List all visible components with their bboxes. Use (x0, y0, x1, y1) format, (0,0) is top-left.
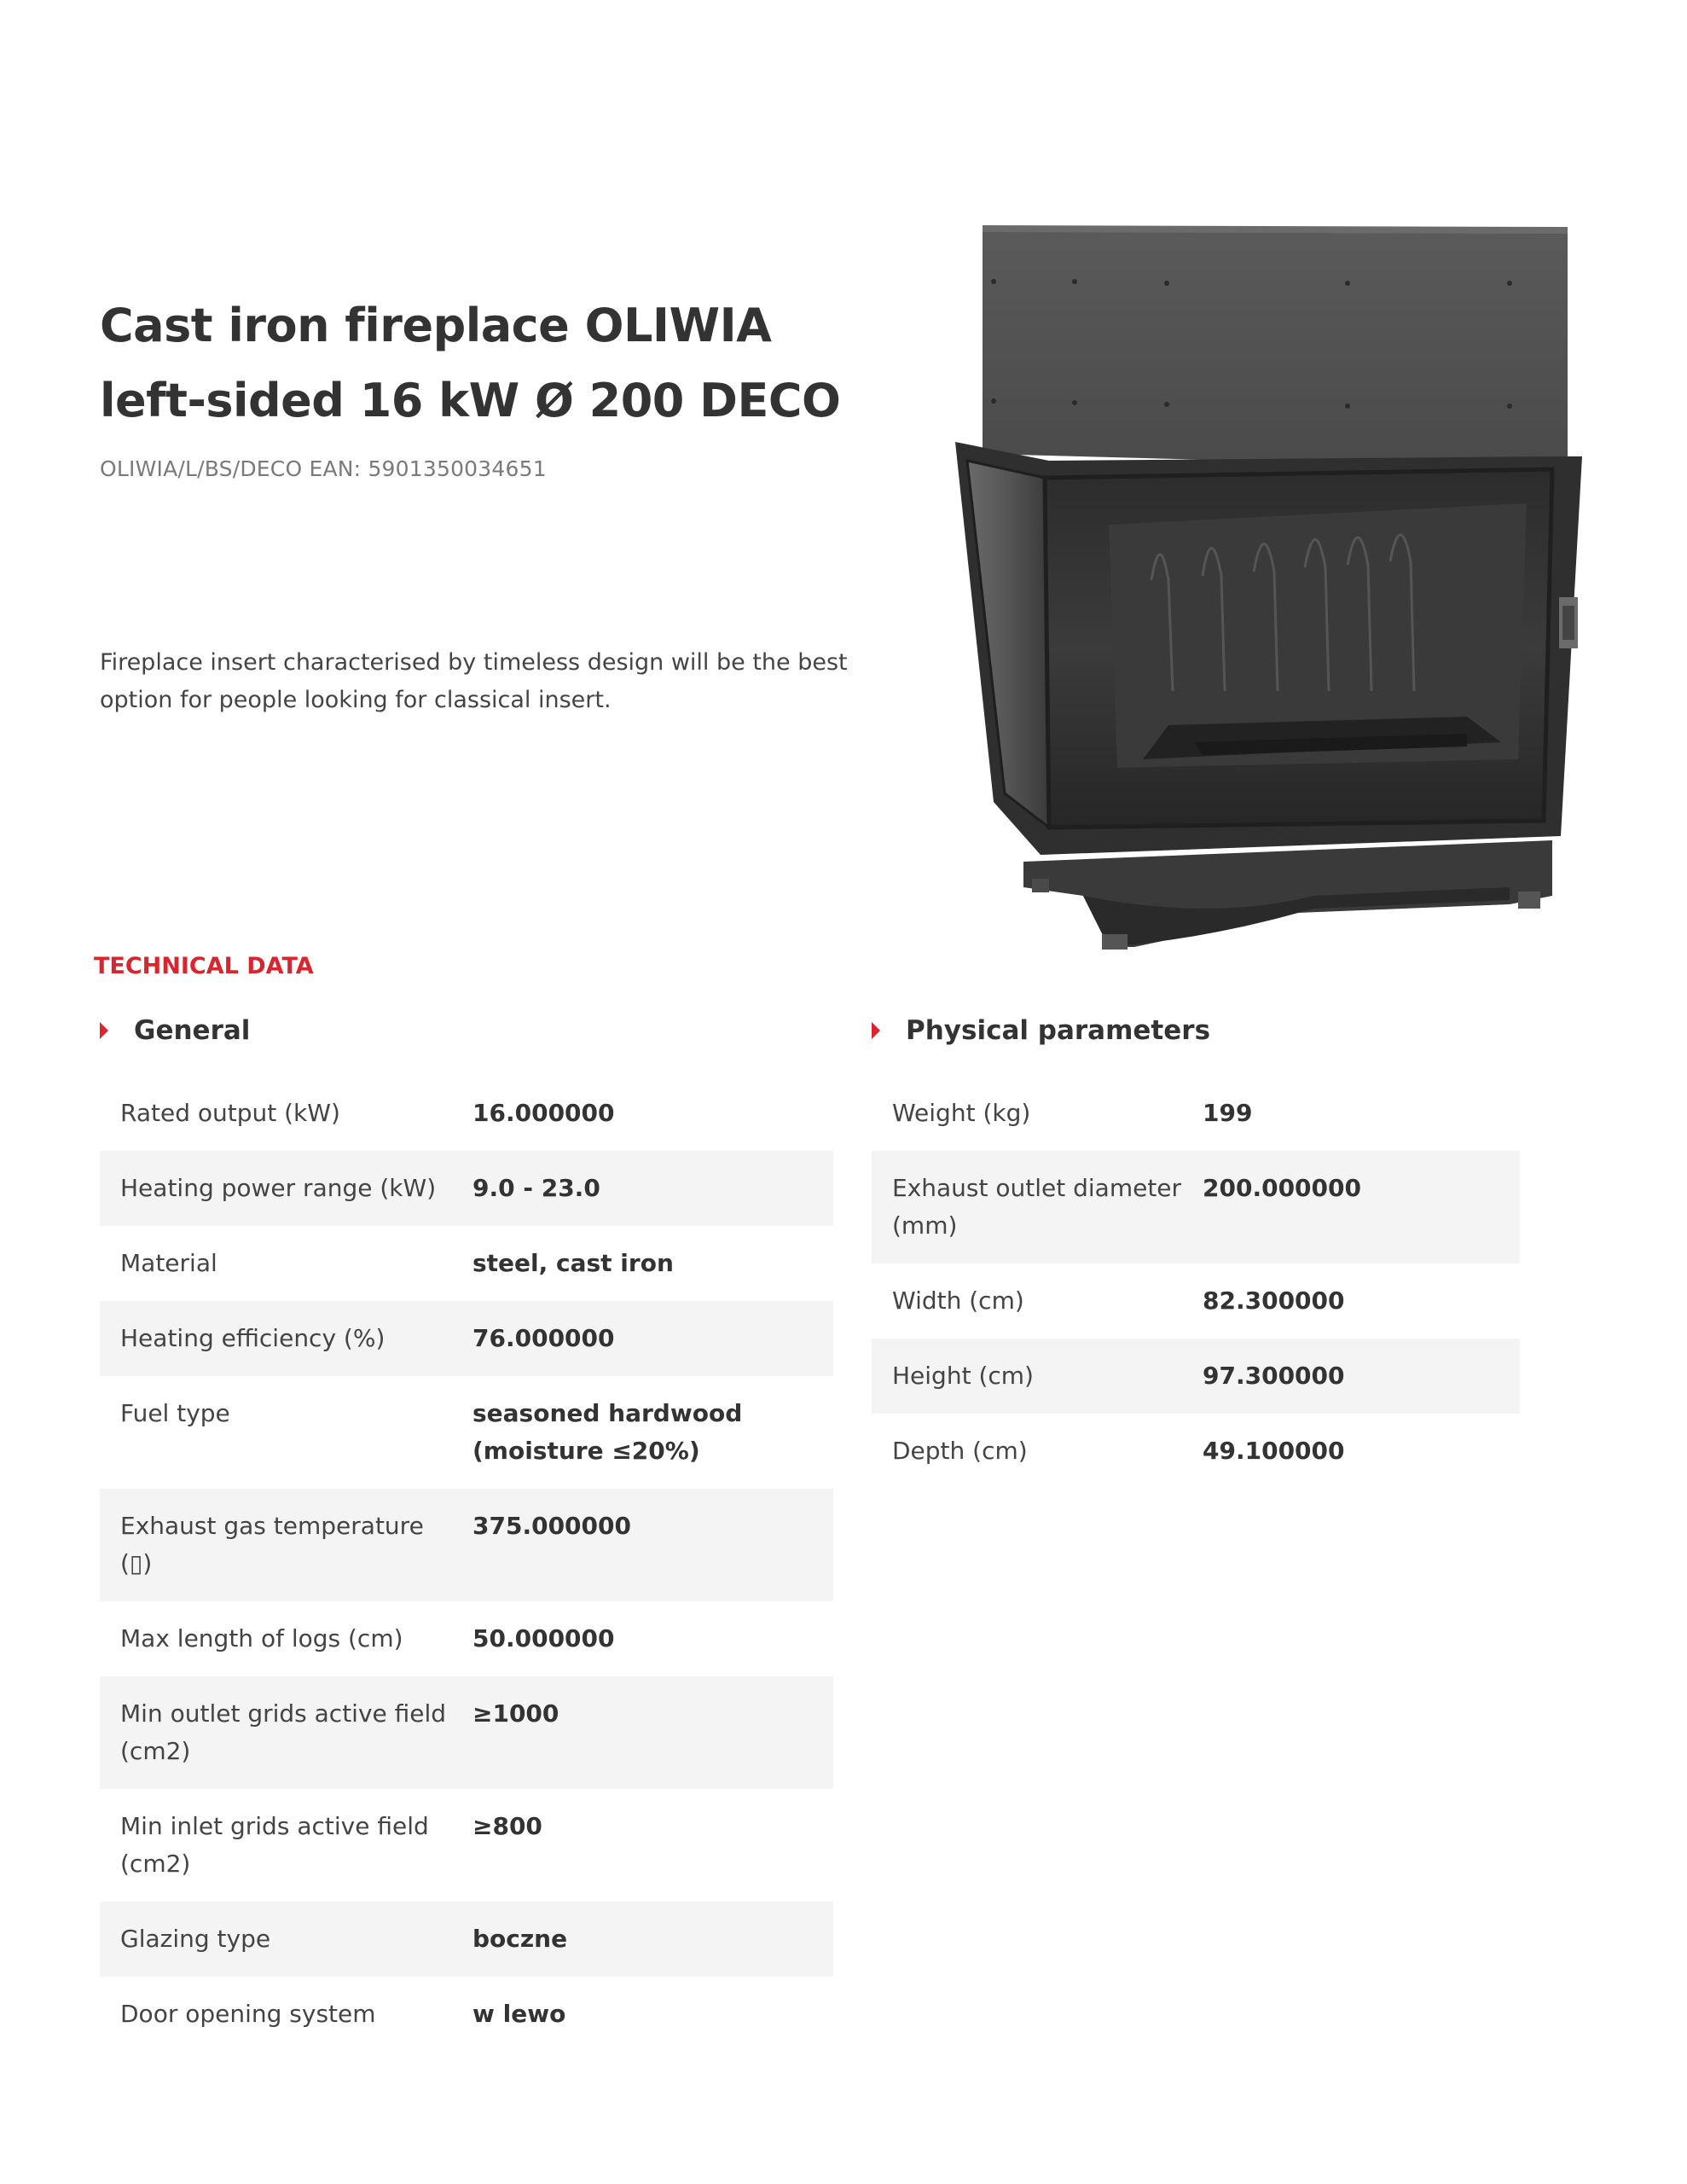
spec-label: Height (cm) (892, 1362, 1034, 1390)
spec-label: Depth (cm) (892, 1437, 1028, 1465)
table-row (100, 1789, 833, 1902)
product-code: OLIWIA/L/BS/DECO EAN: 5901350034651 (100, 456, 547, 481)
fireplace-product-image (955, 213, 1603, 956)
table-row (100, 1301, 833, 1376)
spec-label: Min outlet grids active field (cm2) (120, 1699, 447, 1765)
table-row (100, 1489, 833, 1601)
table-row (100, 1902, 833, 1977)
spec-value: 50.000000 (472, 1624, 615, 1653)
spec-value: steel, cast iron (472, 1249, 674, 1277)
spec-value: 199 (1203, 1099, 1253, 1127)
spec-value: w lewo (472, 2000, 566, 2028)
table-row (872, 1151, 1520, 1263)
spec-value: boczne (472, 1925, 568, 1953)
table-row (100, 1977, 833, 2052)
technical-data-header: TECHNICAL DATA (94, 953, 314, 979)
general-section-heading (100, 1015, 250, 1046)
spec-label: Door opening system (120, 2000, 376, 2028)
table-row (872, 1339, 1520, 1414)
spec-value: 16.000000 (472, 1099, 615, 1127)
spec-value: seasoned hardwood (moisture ≤20%) (472, 1399, 743, 1465)
table-row (872, 1414, 1520, 1489)
spec-label: Heating efficiency (%) (120, 1324, 386, 1352)
product-title: Cast iron fireplace OLIWIA left-sided 16 kW Ø 200 DECO (100, 299, 841, 427)
table-row (100, 1226, 833, 1301)
spec-label: Rated output (kW) (120, 1099, 340, 1127)
spec-value: 97.300000 (1203, 1362, 1345, 1390)
product-description: Fireplace insert characterised by timeless design will be the best option for people looking for classical insert. (100, 649, 848, 713)
spec-label: Exhaust gas temperature (▯) (120, 1512, 424, 1577)
spec-label: Glazing type (120, 1925, 271, 1953)
general-specs-table (100, 1076, 833, 2052)
spec-value: 76.000000 (472, 1324, 615, 1352)
table-row (872, 1263, 1520, 1339)
spec-value: ≥800 (472, 1812, 542, 1840)
physical-section-heading (872, 1015, 1210, 1046)
spec-label: Weight (kg) (892, 1099, 1031, 1127)
spec-label: Width (cm) (892, 1287, 1024, 1315)
spec-label: Heating power range (kW) (120, 1174, 437, 1202)
spec-label: Material (120, 1249, 217, 1277)
caret-right-icon (100, 1022, 108, 1039)
physical-specs-table (872, 1076, 1520, 1489)
spec-value: 375.000000 (472, 1512, 631, 1540)
spec-label: Exhaust outlet diameter (mm) (892, 1174, 1182, 1240)
spec-label: Max length of logs (cm) (120, 1624, 403, 1653)
spec-value: ≥1000 (472, 1699, 559, 1728)
table-row (100, 1151, 833, 1226)
spec-label: Min inlet grids active field (cm2) (120, 1812, 429, 1878)
table-row (100, 1076, 833, 1151)
spec-value: 49.100000 (1203, 1437, 1345, 1465)
spec-value: 200.000000 (1203, 1174, 1361, 1202)
spec-value: 9.0 - 23.0 (472, 1174, 600, 1202)
table-row (100, 1676, 833, 1789)
spec-label: Fuel type (120, 1399, 230, 1427)
table-row (100, 1601, 833, 1676)
general-section-title: General (134, 1015, 251, 1046)
table-row (872, 1076, 1520, 1151)
caret-right-icon (872, 1022, 880, 1039)
table-row (100, 1376, 833, 1489)
spec-value: 82.300000 (1203, 1287, 1345, 1315)
physical-section-title: Physical parameters (906, 1015, 1211, 1046)
